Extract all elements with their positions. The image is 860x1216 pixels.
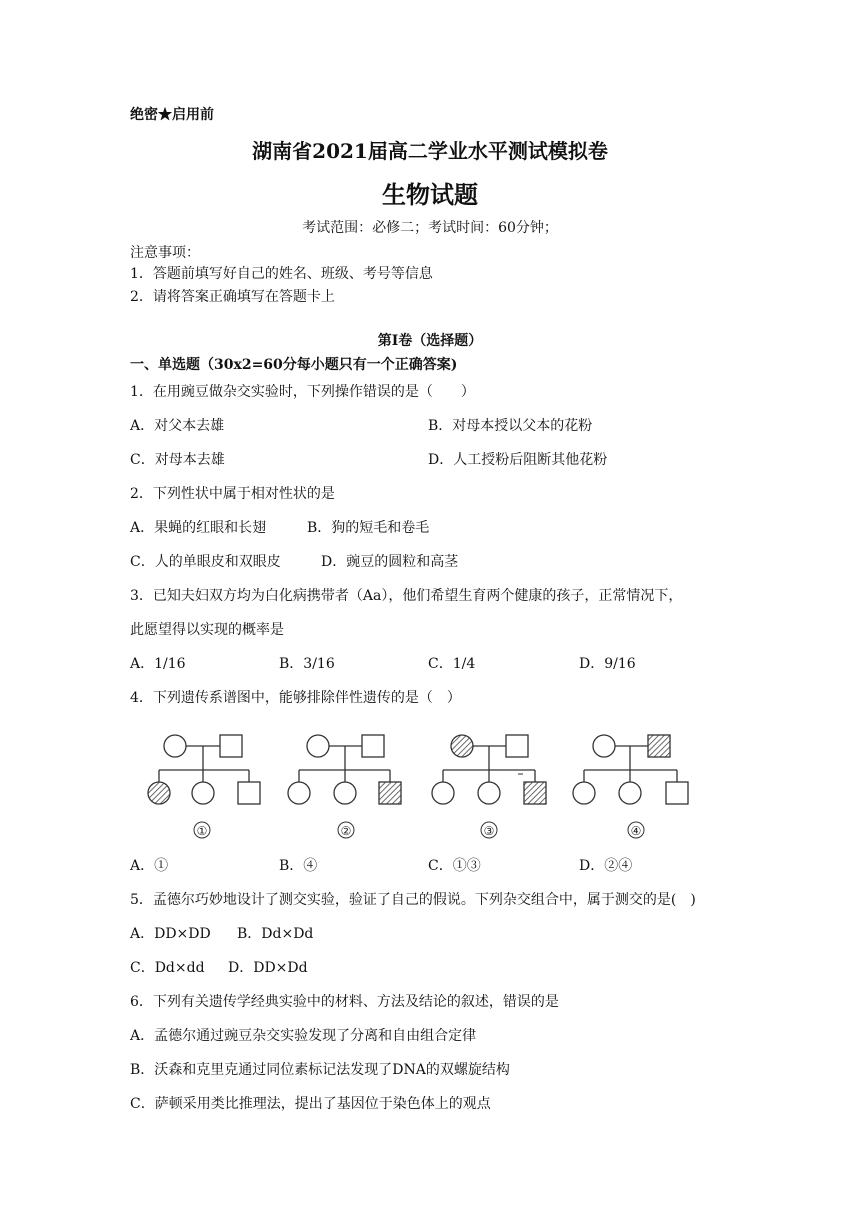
option: C．①③ <box>428 858 481 874</box>
affected-male <box>648 735 670 757</box>
normal-female <box>619 782 641 804</box>
normal-female <box>478 782 500 804</box>
notes-heading: 注意事项： <box>130 245 200 261</box>
pedigree-figure <box>130 726 710 844</box>
normal-male <box>506 735 528 757</box>
option: D．9/16 <box>579 656 636 672</box>
section-heading: 一、单选题（30x2=60分每小题只有一个正确答案) <box>130 357 458 373</box>
question-stem: 1．在用豌豆做杂交实验时，下列操作错误的是（ ） <box>130 384 475 400</box>
option: C．人的单眼皮和双眼皮 <box>130 554 281 570</box>
exam-info: 考试范围：必修二；考试时间：60分钟； <box>302 220 558 236</box>
normal-male <box>238 782 260 804</box>
option: B．④ <box>279 858 318 874</box>
option: A．DD×DD <box>130 926 211 942</box>
affected-female <box>148 782 170 804</box>
subject-title: 生物试题 <box>382 180 478 209</box>
affected-female <box>451 735 473 757</box>
option: B．3/16 <box>279 656 335 672</box>
question-stem: 4．下列遗传系谱图中，能够排除伴性遗传的是（ ） <box>130 690 461 706</box>
normal-male <box>362 735 384 757</box>
option: B．沃森和克里克通过同位素标记法发现了DNA的双螺旋结构 <box>130 1062 510 1078</box>
option: D．②④ <box>579 858 633 874</box>
option: D．豌豆的圆粒和高茎 <box>321 554 459 570</box>
note-item: 1．答题前填写好自己的姓名、班级、考号等信息 <box>130 266 433 282</box>
option: A．果蝇的红眼和长翅 <box>130 520 267 536</box>
normal-male <box>666 782 688 804</box>
option: D．DD×Dd <box>228 960 308 976</box>
affected-male <box>379 782 401 804</box>
question-stem: 2．下列性状中属于相对性状的是 <box>130 486 335 502</box>
figure-label: ① <box>196 824 208 838</box>
normal-female <box>192 782 214 804</box>
option: A．① <box>130 858 169 874</box>
option: B．对母本授以父本的花粉 <box>428 418 593 434</box>
option: A．对父本去雄 <box>130 418 225 434</box>
option: C．1/4 <box>428 656 476 672</box>
option: C．萨顿采用类比推理法，提出了基因位于染色体上的观点 <box>130 1096 491 1112</box>
option: A．孟德尔通过豌豆杂交实验发现了分离和自由组合定律 <box>130 1028 477 1044</box>
option: B．狗的短毛和卷毛 <box>307 520 430 536</box>
question-stem: 5．孟德尔巧妙地设计了测交实验，验证了自己的假说。下列杂交组合中，属于测交的是( ) <box>130 892 696 908</box>
note-item: 2．请将答案正确填写在答题卡上 <box>130 289 335 305</box>
option: D．人工授粉后阻断其他花粉 <box>428 452 608 468</box>
option: B．Dd×Dd <box>237 926 314 942</box>
figure-label: ③ <box>483 824 495 838</box>
part1-title: 第Ⅰ卷（选择题） <box>377 333 483 349</box>
secret-mark: 绝密★启用前 <box>130 107 214 123</box>
question-stem: 3．已知夫妇双方均为白化病携带者（Aa），他们希望生育两个健康的孩子，正常情况下， <box>130 588 683 604</box>
option: C．对母本去雄 <box>130 452 225 468</box>
figure-label: ② <box>340 824 352 838</box>
option: C．Dd×dd <box>130 960 205 976</box>
normal-female <box>307 735 329 757</box>
normal-female <box>164 735 186 757</box>
normal-female <box>288 782 310 804</box>
normal-female <box>593 735 615 757</box>
option: A．1/16 <box>130 656 186 672</box>
normal-female <box>573 782 595 804</box>
figure-label: ④ <box>630 824 642 838</box>
question-stem-continued: 此愿望得以实现的概率是 <box>130 622 284 638</box>
question-stem: 6．下列有关遗传学经典实验中的材料、方法及结论的叙述，错误的是 <box>130 994 559 1010</box>
normal-female <box>432 782 454 804</box>
exam-title: 湖南省2021届高二学业水平测试模拟卷 <box>252 139 608 163</box>
normal-male <box>220 735 242 757</box>
pedigree-3 <box>432 735 546 838</box>
pedigree-4 <box>573 735 688 838</box>
affected-male <box>524 782 546 804</box>
normal-female <box>334 782 356 804</box>
pedigree-1 <box>148 735 260 838</box>
pedigree-2 <box>288 735 401 838</box>
